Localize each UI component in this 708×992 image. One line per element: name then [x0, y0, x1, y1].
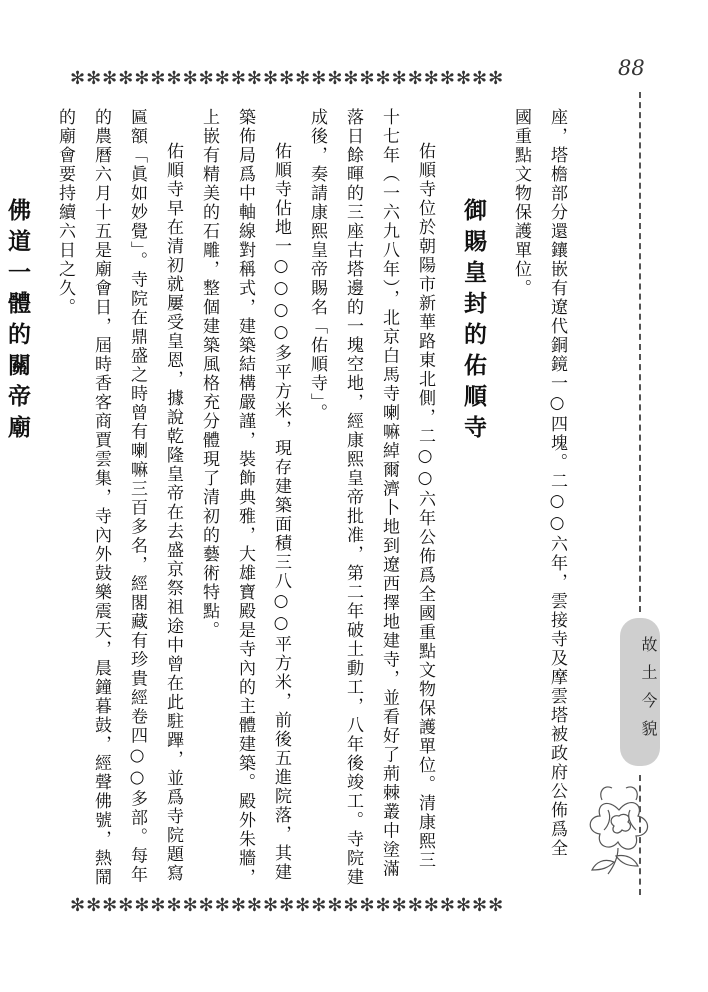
- side-dashed-line-lower: [639, 775, 641, 895]
- section-heading: 佛道一體的關帝廟: [4, 198, 30, 446]
- page-number: 88: [618, 56, 645, 80]
- text-line: 國重點文物保護單位。: [511, 108, 531, 298]
- paragraph: 佑順寺位於朝陽市新華路東北側，二○○六年公佈爲全國重點文物保護單位。清康熙三十七年（一六九八年），北京白馬寺喇嘛綽爾濟卜地到遼西擇地建寺，並看好了荊棘叢中塗滿落日餘暉的三座古塔邊的一塊空地，經康熙皇帝批准，第二年破土動工，八年後竣工。寺院建成後，奏請康熙皇帝賜名「佑順寺」。: [307, 108, 435, 887]
- peony-flower-icon: [578, 770, 660, 880]
- paragraph: 佑順寺早在清初就屢受皇恩，據說乾隆皇帝在去盛京祭祖途中曾在此駐蹕，並爲寺院題寫匾額「眞如妙覺」。寺院在鼎盛之時曾有喇嘛三百多名，經閣藏有珍貴經卷四○○多部。每年的農曆六月十五是廟會日，屆時香客商賈雲集，寺內外鼓樂震天，晨鐘暮鼓，經聲佛號，熱鬧的廟會要持續六日之久。: [55, 108, 183, 887]
- paragraph: 佑順寺佔地一○○○○多平方米，現存建築面積三八○○平方米，前後五進院落，其建築佈局爲中軸線對稱式，建築結構嚴謹，裝飾典雅，大雄寶殿是寺內的主體建築。殿外朱牆，上嵌有精美的石雕，整個建築風格充分體現了清初的藝術特點。: [199, 108, 291, 887]
- side-dashed-line-upper: [639, 92, 641, 612]
- vertical-text-body: [4, 108, 575, 888]
- chapter-tab-label: 故土今貌: [639, 636, 658, 748]
- text-line: 座，塔檐部分還鑲嵌有遼代銅鏡一○四塊。二○○六年，雲接寺及摩雲塔被政府公佈爲全: [547, 108, 567, 858]
- chapter-tab: [620, 618, 660, 766]
- top-ornament-border: ✻✻✻✻✻✻✻✻✻✻✻✻✻✻✻✻✻✻✻✻✻✻✻✻✻✻✻: [70, 68, 505, 89]
- bottom-ornament-border: ✻✻✻✻✻✻✻✻✻✻✻✻✻✻✻✻✻✻✻✻✻✻✻✻✻✻✻: [70, 895, 505, 916]
- section-heading: 御賜皇封的佑順寺: [460, 198, 486, 446]
